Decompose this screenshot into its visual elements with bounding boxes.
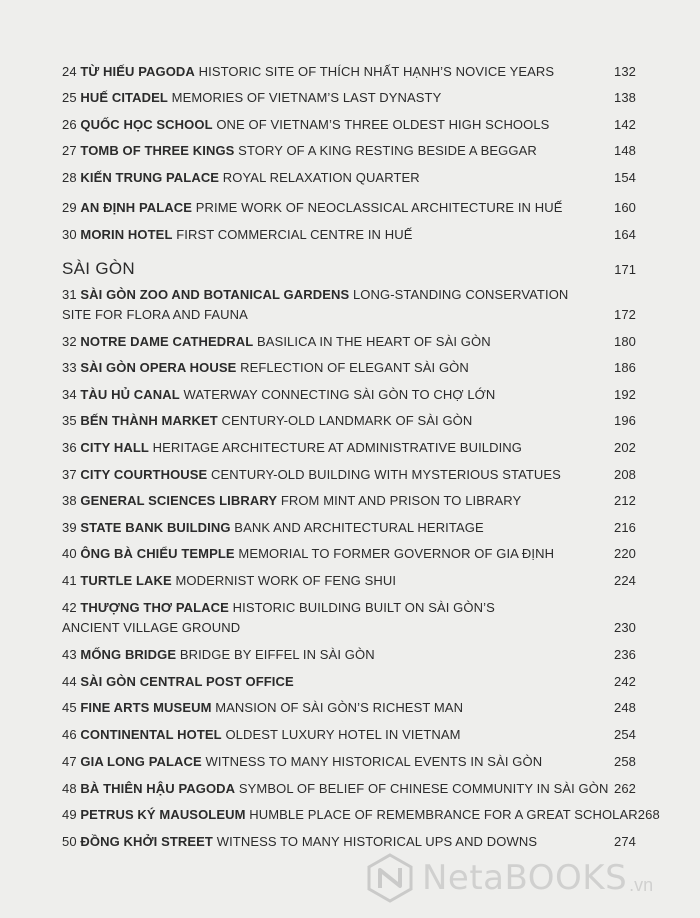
entry-number: 25: [62, 90, 77, 105]
entry-number: 40: [62, 546, 77, 561]
entry-number: 37: [62, 467, 77, 482]
entry-description: BANK AND ARCHITECTURAL HERITAGE: [234, 520, 484, 535]
section-page-number: 171: [614, 262, 636, 277]
entry-number: 41: [62, 573, 77, 588]
entry-page-number: 216: [614, 520, 636, 535]
entry-description: SYMBOL OF BELIEF OF CHINESE COMMUNITY IN SÀI GÒN: [238, 781, 609, 796]
entry-page-number: 154: [614, 170, 636, 185]
entry-number: 35: [62, 413, 77, 428]
entry-page-number: 138: [614, 90, 636, 105]
entry-description: HISTORIC BUILDING BUILT ON SÀI GÒN’S: [232, 600, 495, 615]
entry-page-number: 180: [614, 334, 636, 349]
entry-description: MEMORIAL TO FORMER GOVERNOR OF GIA ĐỊNH: [238, 546, 555, 561]
watermark-suffix: .vn: [629, 875, 654, 895]
entry-name: SÀI GÒN CENTRAL POST OFFICE: [80, 674, 294, 689]
entry-number: 47: [62, 754, 77, 769]
toc-entry-24: [62, 62, 636, 82]
entry-number: 48: [62, 781, 77, 796]
entry-description: ONE OF VIETNAM’S THREE OLDEST HIGH SCHOOLS: [216, 117, 550, 132]
toc-entry-38: [62, 491, 636, 511]
entry-number: 46: [62, 727, 77, 742]
entry-page-number: 208: [614, 467, 636, 482]
entry-number: 50: [62, 834, 77, 849]
entry-page-number: 242: [614, 674, 636, 689]
entry-page-number: 142: [614, 117, 636, 132]
entry-number: 29: [62, 200, 77, 215]
entry-name: NOTRE DAME CATHEDRAL: [80, 334, 254, 349]
toc-entry-32: [62, 332, 636, 352]
entry-number: 31: [62, 287, 77, 302]
section-title: SÀI GÒN: [62, 259, 135, 278]
toc-entry-33: [62, 358, 636, 378]
entry-description: WATERWAY CONNECTING SÀI GÒN TO CHỢ LỚN: [183, 387, 496, 402]
entry-page-number: 248: [614, 700, 636, 715]
toc-entry-31: [62, 285, 636, 325]
entry-number: 44: [62, 674, 77, 689]
toc-entry-36: [62, 438, 636, 458]
entry-description: FROM MINT AND PRISON TO LIBRARY: [280, 493, 522, 508]
entry-name: QUỐC HỌC SCHOOL: [80, 117, 213, 132]
entry-page-number: 132: [614, 64, 636, 79]
entry-description: PRIME WORK OF NEOCLASSICAL ARCHITECTURE IN HUẾ: [195, 200, 563, 215]
entry-name: STATE BANK BUILDING: [80, 520, 231, 535]
entry-name: BẾN THÀNH MARKET: [80, 413, 218, 428]
entry-page-number: 254: [614, 727, 636, 742]
entry-name: TOMB OF THREE KINGS: [80, 143, 235, 158]
entry-number: 49: [62, 807, 77, 822]
toc-entry-49: [62, 805, 660, 825]
toc-entry-28: [62, 168, 636, 188]
entry-description: HISTORIC SITE OF THÍCH NHẤT HẠNH’S NOVICE YEARS: [198, 64, 555, 79]
toc-entry-27: [62, 141, 636, 161]
entry-description: OLDEST LUXURY HOTEL IN VIETNAM: [225, 727, 461, 742]
toc-entry-45: [62, 698, 636, 718]
toc-entry-34: [62, 385, 636, 405]
entry-number: 32: [62, 334, 77, 349]
toc-entry-42: [62, 598, 636, 638]
entry-description: WITNESS TO MANY HISTORICAL EVENTS IN SÀI GÒN: [205, 754, 543, 769]
entry-name: CITY HALL: [80, 440, 149, 455]
entry-description: LONG-STANDING CONSERVATION: [352, 287, 569, 302]
entry-description: HUMBLE PLACE OF REMEMBRANCE FOR A GREAT SCHOLAR: [249, 807, 638, 822]
entry-description-continued: ANCIENT VILLAGE GROUND: [62, 620, 241, 635]
entry-page-number: 224: [614, 573, 636, 588]
entry-page-number: 236: [614, 647, 636, 662]
entry-description: BASILICA IN THE HEART OF SÀI GÒN: [257, 334, 491, 349]
entry-name: AN ĐỊNH PALACE: [80, 200, 193, 215]
entry-name: CONTINENTAL HOTEL: [80, 727, 222, 742]
entry-description: BRIDGE BY EIFFEL IN SÀI GÒN: [179, 647, 375, 662]
entry-number: 39: [62, 520, 77, 535]
netabooks-watermark: [364, 852, 694, 904]
watermark-brand: NetaBOOKS: [422, 858, 628, 898]
entry-name: GENERAL SCIENCES LIBRARY: [80, 493, 278, 508]
toc-entry-29: [62, 198, 636, 218]
entry-number: 24: [62, 64, 77, 79]
entry-description: MANSION OF SÀI GÒN’S RICHEST MAN: [215, 700, 464, 715]
entry-page-number: 186: [614, 360, 636, 375]
entry-name: TÀU HỦ CANAL: [80, 387, 180, 402]
entry-description: FIRST COMMERCIAL CENTRE IN HUẾ: [176, 227, 413, 242]
entry-page-number: 164: [614, 227, 636, 242]
entry-page-number: 230: [614, 620, 636, 635]
section-heading: [62, 258, 636, 281]
entry-number: 34: [62, 387, 77, 402]
entry-name: SÀI GÒN ZOO AND BOTANICAL GARDENS: [80, 287, 350, 302]
entry-page-number: 148: [614, 143, 636, 158]
entry-page-number: 160: [614, 200, 636, 215]
toc-entry-43: [62, 645, 636, 665]
entry-name: KIẾN TRUNG PALACE: [80, 170, 220, 185]
entry-number: 43: [62, 647, 77, 662]
entry-page-number: 202: [614, 440, 636, 455]
entry-name: MỐNG BRIDGE: [80, 647, 177, 662]
toc-entry-46: [62, 725, 636, 745]
entry-description: REFLECTION OF ELEGANT SÀI GÒN: [240, 360, 469, 375]
entry-name: GIA LONG PALACE: [80, 754, 202, 769]
entry-number: 45: [62, 700, 77, 715]
entry-number: 26: [62, 117, 77, 132]
entry-page-number: 268: [637, 807, 660, 822]
entry-number: 36: [62, 440, 77, 455]
entry-page-number: 258: [614, 754, 636, 769]
entry-description: HERITAGE ARCHITECTURE AT ADMINISTRATIVE BUILDING: [152, 440, 523, 455]
entry-number: 30: [62, 227, 77, 242]
entry-description: CENTURY-OLD BUILDING WITH MYSTERIOUS STATUES: [211, 467, 561, 482]
entry-description: ROYAL RELAXATION QUARTER: [222, 170, 420, 185]
entry-description: MODERNIST WORK OF FENG SHUI: [175, 573, 397, 588]
entry-name: FINE ARTS MUSEUM: [80, 700, 212, 715]
entry-name: BÀ THIÊN HẬU PAGODA: [80, 781, 236, 796]
entry-number: 28: [62, 170, 77, 185]
entry-page-number: 262: [614, 781, 636, 796]
toc-entry-41: [62, 571, 636, 591]
entry-page-number: 220: [614, 546, 636, 561]
entry-description-continued: SITE FOR FLORA AND FAUNA: [62, 307, 248, 322]
entry-page-number: 212: [614, 493, 636, 508]
entry-number: 33: [62, 360, 81, 375]
toc-entry-35: [62, 411, 636, 431]
entry-name: SÀI GÒN OPERA HOUSE: [80, 360, 237, 375]
entry-page-number: 196: [614, 413, 636, 428]
entry-name: HUẾ CITADEL: [80, 90, 168, 105]
entry-number: 38: [62, 493, 77, 508]
entry-name: CITY COURTHOUSE: [80, 467, 208, 482]
toc-entry-50: [62, 832, 636, 852]
entry-page-number: 192: [614, 387, 636, 402]
entry-name: THƯỢNG THƠ PALACE: [80, 600, 229, 615]
entry-name: TỪ HIẾU PAGODA: [80, 64, 195, 79]
entry-page-number: 172: [614, 307, 636, 322]
toc-entry-44: [62, 672, 636, 692]
toc-entry-25: [62, 88, 636, 108]
entry-name: MORIN HOTEL: [80, 227, 173, 242]
entry-description: WITNESS TO MANY HISTORICAL UPS AND DOWNS: [216, 834, 538, 849]
toc-entry-30: [62, 225, 636, 245]
entry-name: PETRUS KÝ MAUSOLEUM: [80, 807, 246, 822]
entry-name: TURTLE LAKE: [80, 573, 172, 588]
entry-name: ÔNG BÀ CHIỂU TEMPLE: [80, 546, 235, 561]
entry-description: CENTURY-OLD LANDMARK OF SÀI GÒN: [221, 413, 473, 428]
toc-entry-37: [62, 465, 636, 485]
entry-name: ĐỒNG KHỞI STREET: [80, 834, 213, 849]
entry-description: MEMORIES OF VIETNAM’S LAST DYNASTY: [171, 90, 442, 105]
toc-entry-39: [62, 518, 636, 538]
netabooks-logo-icon: [364, 852, 416, 904]
toc-entry-48: [62, 779, 636, 799]
entry-number: 42: [62, 600, 77, 615]
entry-number: 27: [62, 143, 77, 158]
entry-page-number: 274: [614, 834, 636, 849]
toc-entry-47: [62, 752, 636, 772]
entry-description: STORY OF A KING RESTING BESIDE A BEGGAR: [238, 143, 537, 158]
toc-entry-26: [62, 115, 636, 135]
toc-entry-40: [62, 544, 636, 564]
